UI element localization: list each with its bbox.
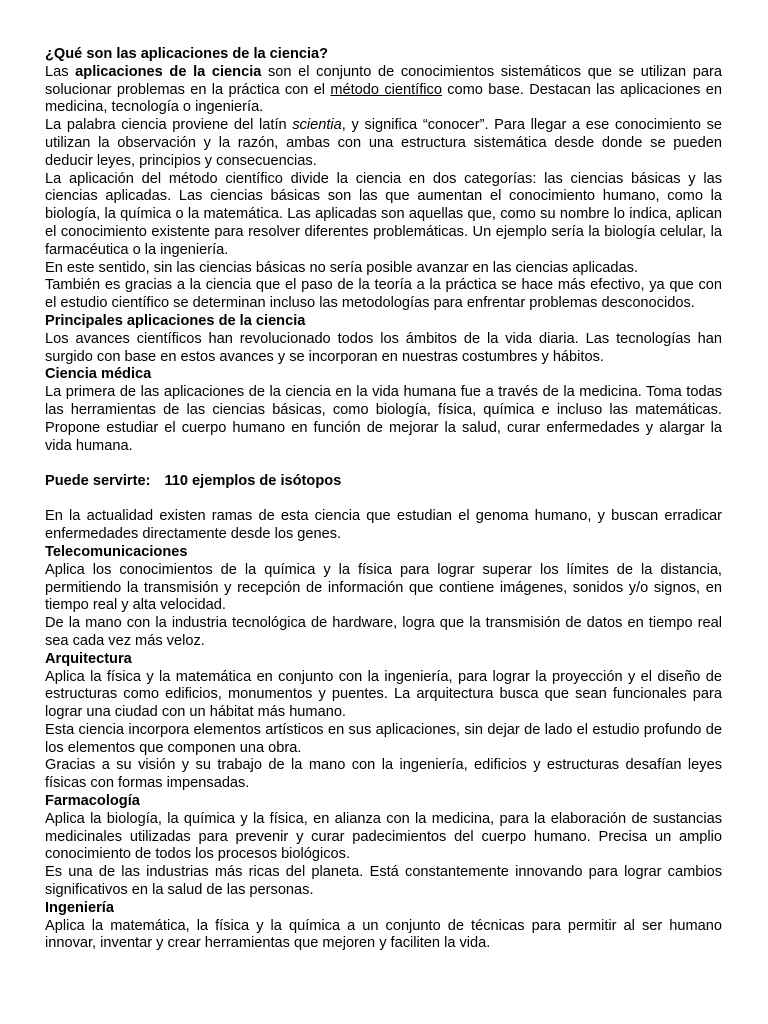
paragraph-avances: Los avances científicos han revolucionado todos los ámbitos de la vida diaria. Las tecnologías han surgido con base en estos avances y se incorporan en nuestras costumbres y hábitos. xyxy=(45,330,722,365)
paragraph-farm-1: Aplica la biología, la química y la física, en alianza con la medicina, para la elaboración de sustancias medicinales utilizadas para prevenir y curar padecimientos del cuerpo humano. Precisa un amplio conocimiento de todos los procesos biológicos. xyxy=(45,810,722,863)
paragraph-arq-3: Gracias a su visión y su trabajo de la mano con la ingeniería, edificios y estructuras desafían leyes físicas con formas impensadas. xyxy=(45,757,722,792)
text: como base. Destacan las aplicaciones en medicina, tecnología o ingeniería. xyxy=(45,81,722,116)
heading-arquitectura: Arquitectura xyxy=(45,650,132,667)
text: La palabra ciencia proviene del latín xyxy=(45,117,293,134)
paragraph-arq-2: Esta ciencia incorpora elementos artísticos en sus aplicaciones, sin dejar de lado el estudio profundo de los elementos que componen una obra. xyxy=(45,721,722,756)
text: son el conjunto de conocimientos sistemáticos que se utilizan para solucionar problemas en la práctica con el xyxy=(45,63,722,98)
paragraph-categorias: La aplicación del método científico divide la ciencia en dos categorías: las ciencias básicas y las ciencias aplicadas. Las ciencias básicas son las que aumentan el conocimiento humano, como la biología, la química o la matemática. Las aplicadas son aquellas que, como su nombre lo indica, aplican el conocimiento existente para resolver diferentes problemáticas. Un ejemplo sería la biología celular, la farmacéutica o la ingeniería. xyxy=(45,170,722,258)
paragraph-medicina: La primera de las aplicaciones de la ciencia en la vida humana fue a través de la medicina. Toma todas las herramientas de las ciencias básicas, como biología, física, química e incluso las matemáticas. Propone estudiar el cuerpo humano en función de mejorar la salud, curar enfermedades y alargar la vida humana. xyxy=(45,384,722,454)
text: , y significa “conocer”. Para llegar a ese conocimiento se utilizan la observación y la razón, ambas con una estructura sistemática desde donde se pueden deducir leyes, principios y consecuencias. xyxy=(45,117,723,169)
heading-ingenieria: Ingeniería xyxy=(45,899,114,916)
paragraph-etimologia xyxy=(45,117,722,170)
document-body xyxy=(45,46,722,953)
bold-term: aplicaciones de la ciencia xyxy=(75,63,262,80)
italic-term: scientia xyxy=(292,117,342,134)
paragraph-arq-1: Aplica la física y la matemática en conjunto con la ingeniería, para lograr la proyección y el diseño de estructuras como edificios, monumentos y puentes. La arquitectura busca que sean funcionales para lograr una ciudad con un hábitat más humano. xyxy=(45,668,722,721)
metodo-cientifico-link[interactable]: método científico xyxy=(330,81,442,98)
heading-farmacologia: Farmacología xyxy=(45,793,140,810)
text: Las xyxy=(45,63,76,80)
callout-label: Puede servirte: xyxy=(45,473,151,490)
isotopos-link[interactable]: 110 ejemplos de isótopos xyxy=(164,473,342,490)
related-callout xyxy=(45,472,722,490)
heading-principales: Principales aplicaciones de la ciencia xyxy=(45,312,306,329)
paragraph-tambien: También es gracias a la ciencia que el paso de la teoría a la práctica se hace más efectivo, ya que con el estudio científico se determinan incluso las metodologías para enfrentar problemas desconocidos. xyxy=(45,277,722,312)
paragraph-telecom-1: Aplica los conocimientos de la química y la física para lograr superar los límites de la distancia, permitiendo la transmisión y recepción de información que contiene imágenes, sonidos y/o signos, en tiempo real y alta velocidad. xyxy=(45,561,722,614)
paragraph-sentido: En este sentido, sin las ciencias básicas no sería posible avanzar en las ciencias aplicadas. xyxy=(45,259,638,276)
paragraph-ingenieria: Aplica la matemática, la física y la química a un conjunto de técnicas para permitir al ser humano innovar, inventar y crear herramientas que mejoren y faciliten la vida. xyxy=(45,917,722,952)
paragraph-intro xyxy=(45,64,722,117)
heading-ciencia-medica: Ciencia médica xyxy=(45,366,152,383)
heading-que-son: ¿Qué son las aplicaciones de la ciencia? xyxy=(45,46,329,62)
paragraph-genoma: En la actualidad existen ramas de esta ciencia que estudian el genoma humano, y buscan erradicar enfermedades directamente desde los genes. xyxy=(45,508,722,543)
heading-telecomunicaciones: Telecomunicaciones xyxy=(45,543,188,560)
paragraph-farm-2: Es una de las industrias más ricas del planeta. Está constantemente innovando para lograr cambios significativos en la salud de las personas. xyxy=(45,864,722,899)
paragraph-telecom-2: De la mano con la industria tecnológica de hardware, logra que la transmisión de datos en tiempo real sea cada vez más veloz. xyxy=(45,615,722,649)
